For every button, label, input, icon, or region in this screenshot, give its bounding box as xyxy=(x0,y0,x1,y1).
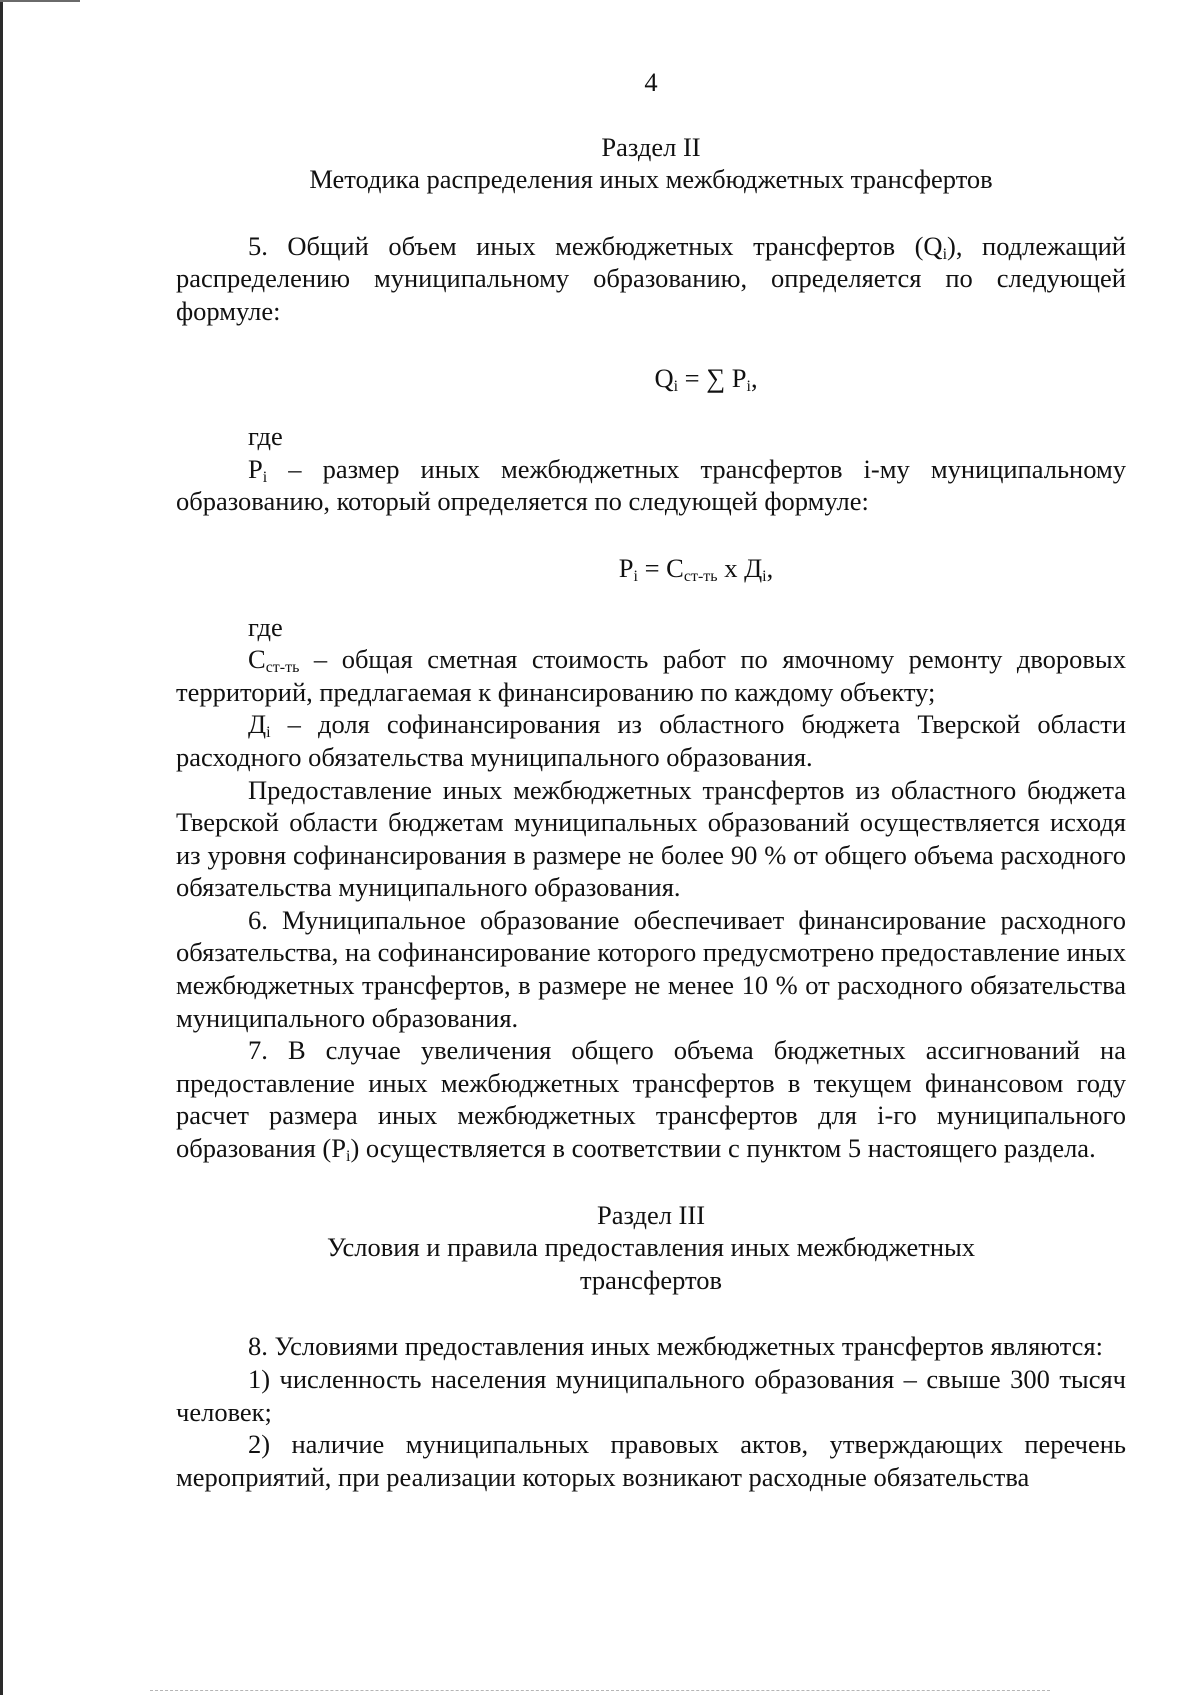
paragraph-8-item-1: 1) численность населения муниципального образования – свыше 300 тысяч человек; xyxy=(176,1364,1126,1427)
paragraph-5: 5. Общий объем иных межбюджетных трансфертов $(Q_i)$, подлежащий распределению муниципальному образованию, определяется по следующей формуле: xyxy=(176,230,1126,326)
formula-p: $P_i = C_{ст-ть}$ x $Д_i$, xyxy=(618,552,774,585)
section-3-heading: Раздел III xyxy=(596,1199,706,1230)
section-3-title-line-2: трансфертов xyxy=(579,1264,722,1295)
paragraph-provision: Предоставление иных межбюджетных трансфертов из областного бюджета Тверской области бюджетам муниципальных образований осуществляется исходя из уровня софинансирования в размере не более 90 % от общего объема расходного обязательства муниципального образования. xyxy=(176,774,1126,903)
where-label-2: где xyxy=(248,611,283,642)
scan-left-edge xyxy=(0,0,3,1695)
definition-c: $C_{ст-ть}$ – общая сметная стоимость работ по ямочному ремонту дворовых территорий, предлагаемая к финансированию по каждому объекту; xyxy=(176,644,1126,707)
paragraph-6: 6. Муниципальное образование обеспечивает финансирование расходного обязательства, на софинансирование которого предусмотрено предоставление иных межбюджетных трансфертов, в размере не менее 10 % от расходного обязательства муниципального образования. xyxy=(176,904,1126,1033)
where-label-1: где xyxy=(248,421,283,452)
formula-q: $Q_i$ = ∑ $P_i$, xyxy=(654,362,758,395)
paragraph-8: 8. Условиями предоставления иных межбюджетных трансфертов являются: xyxy=(248,1331,1103,1362)
section-2-title: Методика распределения иных межбюджетных трансфертов xyxy=(309,164,993,195)
scan-top-edge xyxy=(0,0,80,2)
paragraph-7: 7. В случае увеличения общего объема бюджетных ассигнований на предоставление иных межбюджетных трансфертов в текущем финансовом году расчет размера иных межбюджетных трансфертов для i-го муниципального образования $(P_i)$ осуществляется в соответствии с пунктом 5 настоящего раздела. xyxy=(176,1035,1126,1166)
document-body xyxy=(176,66,1126,1493)
scan-bottom-edge xyxy=(150,1690,1050,1692)
page-number: 4 xyxy=(644,67,658,97)
section-2-heading: Раздел II xyxy=(601,131,701,162)
paragraph-8-item-2: 2) наличие муниципальных правовых актов, утверждающих перечень мероприятий, при реализации которых возникают расходные обязательства xyxy=(176,1429,1126,1492)
definition-d: $Д_i$ – доля софинансирования из областного бюджета Тверской области расходного обязательства муниципального образования. xyxy=(176,709,1126,772)
section-3-title-line-1: Условия и правила предоставления иных межбюджетных xyxy=(326,1232,976,1263)
definition-p: $P_i$ – размер иных межбюджетных трансфертов i-му муниципальному образованию, который определяется по следующей формуле: xyxy=(176,453,1126,517)
